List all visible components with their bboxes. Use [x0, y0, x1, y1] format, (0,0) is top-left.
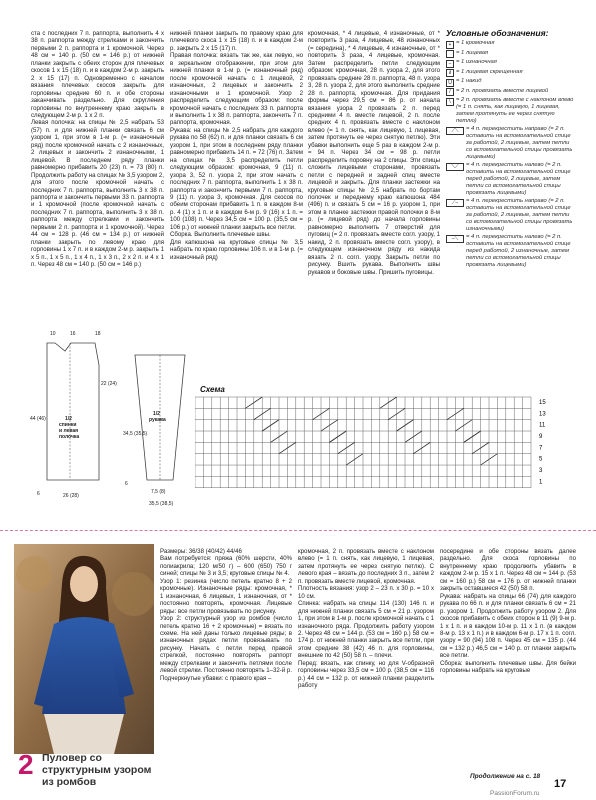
paragraph: Сборка: выполнить плечевые швы. Для бейки горловины набрать на круговые — [440, 659, 576, 675]
knit-icon — [446, 50, 454, 58]
k2tog-icon: / — [446, 88, 454, 96]
pattern-column-2 — [298, 548, 434, 690]
legend-item: U = 1 накид — [446, 78, 576, 87]
paragraph: Подчеркнутые убавки: с правого края – — [160, 674, 272, 682]
paragraph: Рукава: набрать на спицы 66 (74) для каждого рукава по 66 п. и для планки связать 6 см = 21 р. узором 1. Продолжить работу узором 2. Для скосов прибавить с обеих сторон в 11 (9) 9-м р. 1 х 1 п. и в каждом 10-м р. 11 х 1 п. (в каждом 8-м р. 13 х 1 п.) и в каждом 6-м р. 17 х 1 п. согл. узору = 90 (94) 108 п. Через 45 см = 135 р. (44 см = 132 р.) 46,5 см = 140 р. от планки закрыть все петли. — [440, 592, 576, 660]
paragraph: Рукава: на спицы № 2,5 набрать для каждого рукава по 58 (62) п. и для планки связать 6 см узором 1, при этом в последнем ряду планки равномерно прибавить 14 п. = 72 (76) п. Затем на спицах № 3,5 распределить петли следующим образом: кромочная, 9 (11) п. узора 3, 52 п. узора 2, при этом начать с последних 7 п. раппорта, выполнить 1 х 38 п. раппорта и закончить первыми 7 п. раппорта, 9 (11) п. узора 3, кромочная. Для скосов по обеим сторонам прибавить 1 п. в каждом 8-м р. 4 (1) х 1 п. и в каждом 6-м р. 9 (16) х 1 п. = 100 (108) п. Через 34,5 см = 100 р. (35,5 см = 106 р.) от нижней планки закрыть все петли. — [170, 126, 303, 231]
legend-item: ⟍⟋ = 4 п. перекрестить налево (= 2 п. оставить на вспомогательной спице перед работой, 2 лицевые, затем петли со вспомогательной спицы провязать лицевыми) — [446, 162, 576, 197]
dim-label: 16 — [70, 331, 76, 337]
instructions-column-2 — [170, 30, 303, 261]
back-label: 1/2 спинки и левая полочка — [59, 416, 80, 440]
pattern-column-1 — [160, 548, 292, 682]
paragraph: нижней планки закрыть по правому краю для плечевого скоса 1 х 15 (18) п. и в каждом 2-м р. закрыть 2 х 15 (17) п. — [170, 30, 303, 52]
legend-item: + = 1 кромочная — [446, 40, 576, 49]
dim-label: 18 — [95, 331, 101, 337]
paragraph: кромочная, 2 п. провязать вместе с наклоном влево (= 1 п. снять, как лицевую, 1 лицевая, затем протянуть ее через снятую петлю). С левого края – вязать до последних 3 п., затем 2 п. провязать вместе лицевой, кромочная. — [298, 548, 434, 585]
dim-label: 10 — [50, 331, 56, 337]
yarn-over-icon: U — [446, 79, 454, 87]
paragraph: Левая полочка: на спицы № 2,5 набрать 53 (57) п. и для нижней планки связать 6 см узором 1, при этом в 1-м р. (= изнаночный ряд) после кромочной начать с 2 изнаночных, 2 лицевых и закончить 2 изнаночными, 1 лицевой. В последнем ряду планки равномерно прибавить 20 (23) п. = 73 (80) п. Продолжить работу на спицах № 3,5 узором 2, для этого после кромочной начать с последних 7 п. раппорта, выполнить 3 х 38 п. раппорта и закончить первыми 33 п. раппорта и 1 кромочной (после кромочной начать с последних 7 п. раппорта, выполнить 3 х 38 п. раппорта между стрелками и закончить первыми 2 п. раппорта и 1 кромочной). Через 44 см = 128 р. (46 см = 134 р.) от нижней планки закрыть по левому краю для горловины 1 х 7 п. и в каждом 2-м р. закрыть 1 х 5 п., 1 х 5 п., 1 х 4 п., 1 х 3 п., 2 х 2 п. и 4 х 1 п. Через 48 см = 140 р. (50 см = 146 р.) — [31, 119, 164, 269]
row-number: 15 — [539, 400, 546, 406]
paragraph: Узор 1: резинка (число петель кратно 8 + 2 кромочные). Изнаночные ряды: кромочная, * 1 изнаночная, 6 лицевых, 1 изнаночная, от * постоянно повторять, кромочная. Лицевые ряды: все петли провязывать по рисунку. — [160, 577, 292, 615]
paragraph: Перед: вязать, как спинку, но для V-образной горловины через 33,5 см = 100 р. (38,5 см = 116 р.) 44 см = 132 р. от нижней планки разделить работу — [298, 659, 434, 690]
continued-note: Продолжение на с. 18 — [470, 773, 541, 780]
legend-item: / = 2 п. провязать вместе лицевой — [446, 88, 576, 97]
legend-item: ⟋⟍ = 4 п. перекрестить направо (= 2 п. оставить на вспомогательной спице за работой, 2 лицевые, затем петли со вспомогательной спицы провязать лицевыми) — [446, 126, 576, 161]
paragraph: ста с последних 7 п. раппорта, выполнить 4 х 38 п. раппорта между стрелками и закончить первыми 2 п. раппорта и 1 кромочной. Через 48 см = 140 р. (50 см = 146 р.) от нижней планки закрыть с обеих сторон для плечевых скосов 1 х 15 (18) п. и в каждом 2-м р. закрыть 2 х 15 (17) п. Одновременно с началом вязания плечевых скосов закрыть для горловины средние 60 п. и обе стороны заканчивать раздельно. Для скругления горловины по внутреннему краю закрыть в следующем 2-м р. 1 х 2 п. — [31, 30, 164, 119]
row-number: 11 — [539, 422, 546, 429]
site-watermark: PassionForum.ru — [490, 790, 540, 797]
pattern-column-3 — [440, 548, 576, 675]
legend-title: Условные обозначения: — [446, 28, 549, 38]
paragraph: Плотность вязания: узор 2 – 23 п. х 30 р. = 10 х 10 см. — [298, 585, 434, 600]
chart-grid — [195, 397, 531, 488]
paragraph: Вам потребуется: пряжа (60% шерсти, 40% полиакрила; 120 м/50 г) – 600 (650) 750 г синей; спицы № 3 и 3,5; круговые спицы № 4. — [160, 555, 292, 578]
legend-item: = 1 лицевая — [446, 50, 576, 59]
legend-item: \ = 2 п. провязать вместе с наклоном влево (= 1 п. снять, как лицевую, 1 лицевая, затем протянуть ее через снятую петлю) — [446, 97, 576, 125]
back-front-outline — [47, 343, 99, 480]
knitting-chart — [195, 395, 555, 495]
row-number: 7 — [539, 445, 543, 452]
paragraph: Узор 2: структурный узор из ромбов (число петель кратно 16 + 2 кромочные) = вязать по схеме. На ней даны только лицевые ряды; в изнаночных рядах петли провязывать по рисунку. Начать с петли перед правой стрелкой, постоянно повторять раппорт между стрелками и закончить петлями после левой стрелки. Постоянно повторять 1–32-й р. — [160, 615, 293, 675]
cable-left-purl-icon: –⟍ — [446, 235, 464, 243]
dim-label: 34,5 (35,5) — [123, 431, 148, 437]
legend-item: ⟋– = 4 п. перекрестить направо (= 2 п. оставить на вспомогательной спице за работой, 2 лицевые, затем петли со вспомогательной спицы провязать изнаночными) — [446, 198, 576, 233]
row-numbers — [539, 400, 546, 485]
model-photo — [14, 544, 154, 754]
edge-stitch-icon: + — [446, 41, 454, 49]
section-divider — [0, 530, 596, 531]
legend-item: ∂ = 1 лицевая скрещенная — [446, 69, 576, 78]
row-number: 9 — [539, 434, 543, 441]
dim-label: 7,5 (8) — [151, 489, 166, 495]
paragraph: кромочная, * 4 лицевые, 4 изнаночные, от * повторить 3 раза, 4 лицевые, 48 изнаночных (= середина), * 4 лицевые, 4 изнаночные, от * повторить 3 раза, 4 лицевые, кромочная. Затем распределить петли следующим образом: кромочная, 28 п. узора 2, для этого провязать средние 28 п. раппорта, 48 п. узора 3, 28 п. узора 2, для этого выполнить средние 28 п. раппорта, кромочная. Для придания формы через 29,5 см = 86 р. от начала вязания узора 2 провязать 2 п. перед средними 4 п. вместе лицевой, 2 п. после средних 4 п. провязать вместе с наклоном влево (= 1 п. снять, как лицевую, 1 лицевая, затем протянуть ее через снятую петлю). Эти убавки выполнить еще 5 раз в каждом 2-м р. = 94 п. Через 34 см = 98 р. петли распределить поровну на 2 спицы. Эти спицы сложить лицевыми сторонами, провязать петли с передней и задней спиц вместе лицевой и закрыть. Для планки застежки на круговые спицы № 2,5 набрать по бортам полочек и переднему краю капюшона 484 (496) п. и связать 5 см = 16 р. узором 1, при этом в планке застежки правой полочки в 8-м р. (= лицевой ряд) до начала горловины равномерно выполнить 7 отверстий для пуговиц (= 2 п. провязать вместе согл. узору, 1 накид, 2 п. провязать вместе согл. узору), в следующем изнаночном ряду из накида вязать 2 п. согл. узору. Закрыть петли по рисунку. Вшить рукава. Выполнить швы рукавов и боковые швы. Пришить пуговицы. — [308, 30, 440, 276]
dim-label: 35,5 (38,5) — [149, 501, 174, 507]
paragraph: Правая полочка: вязать так же, как левую, но в зеркальном отображении, при этом для нижней планки в 1-м р. (= изнаночный ряд) после кромочной начать с 1 лицевой, 2 изнаночных, 2 лицевых и закончить 2 изнаночными и 1 кромочной. Узор 2 распределить следующим образом: после кромочной начать с последних 33 п. раппорта и выполнить 1 х 38 п. раппорта, закончить 7 п. раппорта, кромочная. — [170, 52, 303, 127]
schema-title: Схема — [200, 385, 225, 394]
paragraph: Сборка. Выполнить плечевые швы. — [170, 231, 271, 239]
sleeve-label: 1/2 рукава — [149, 411, 166, 423]
paragraph: Для капюшона на круговые спицы № 3,5 набрать по краю горловины 106 п. и в 1-м р. (= изнаночный ряд) — [170, 238, 303, 261]
paragraph: Спинка: набрать на спицы 114 (130) 146 п. и для нижней планки связать 5 см = 21 р. узором 1, при этом в 1-м р. после кромочной начать с 1 изнаночного ряда. Продолжить работу узором 2. Через 48 см = 144 р. (53 см = 160 р.) 58 см = 174 р. от нижней планки закрыть все петли, при этом средние 38 (42) 46 п. для горловины, внешние по 42 (50) 58 п. – плечи. — [298, 600, 434, 660]
dim-label: 22 (24) — [101, 381, 117, 387]
legend-item: –⟍ = 4 п. перекрестить налево (= 2 п. оставить на вспомогательной спице перед работой, 2 изнаночные, затем петли со вспомогательной спицы провязать лицевыми) — [446, 234, 576, 269]
legend-item: – = 1 изнаночная — [446, 59, 576, 68]
dim-label: 6 — [37, 491, 40, 497]
page-number: 17 — [554, 778, 567, 790]
ssk-icon: \ — [446, 98, 454, 106]
dim-label: 26 (28) — [63, 493, 79, 499]
legend — [446, 30, 576, 270]
dim-label: 44 (46) — [30, 416, 46, 422]
purl-icon: – — [446, 60, 454, 68]
row-number: 3 — [539, 468, 543, 475]
row-number: 13 — [539, 411, 546, 418]
instructions-column-1 — [31, 30, 164, 269]
cable-left-icon: ⟍⟋ — [446, 163, 464, 171]
row-number: 5 — [539, 456, 543, 463]
paragraph: Размеры: 36/38 (40/42) 44/46 — [160, 548, 242, 555]
article-number: 2 — [18, 749, 34, 780]
cable-right-purl-icon: ⟋– — [446, 199, 464, 207]
twisted-knit-icon: ∂ — [446, 69, 454, 77]
paragraph: посередине и обе стороны вязать далее раздельно. Для скоса горловины по внутреннему краю продолжить убавить в каждом 2-м р. 15 х 1 п. Через 48 см = 144 р. (53 см = 160 р.) 58 см = 176 р. от нижней планки закрыть оставшиеся 42 (50) 58 п. — [440, 548, 576, 593]
cable-right-icon: ⟋⟍ — [446, 127, 464, 135]
dim-label: 6 — [125, 481, 128, 487]
garment-pattern-diagram — [25, 325, 190, 515]
instructions-column-3 — [308, 30, 440, 276]
row-number: 1 — [539, 479, 543, 486]
article-title: Пуловер со структурным узором из ромбов — [42, 752, 152, 788]
